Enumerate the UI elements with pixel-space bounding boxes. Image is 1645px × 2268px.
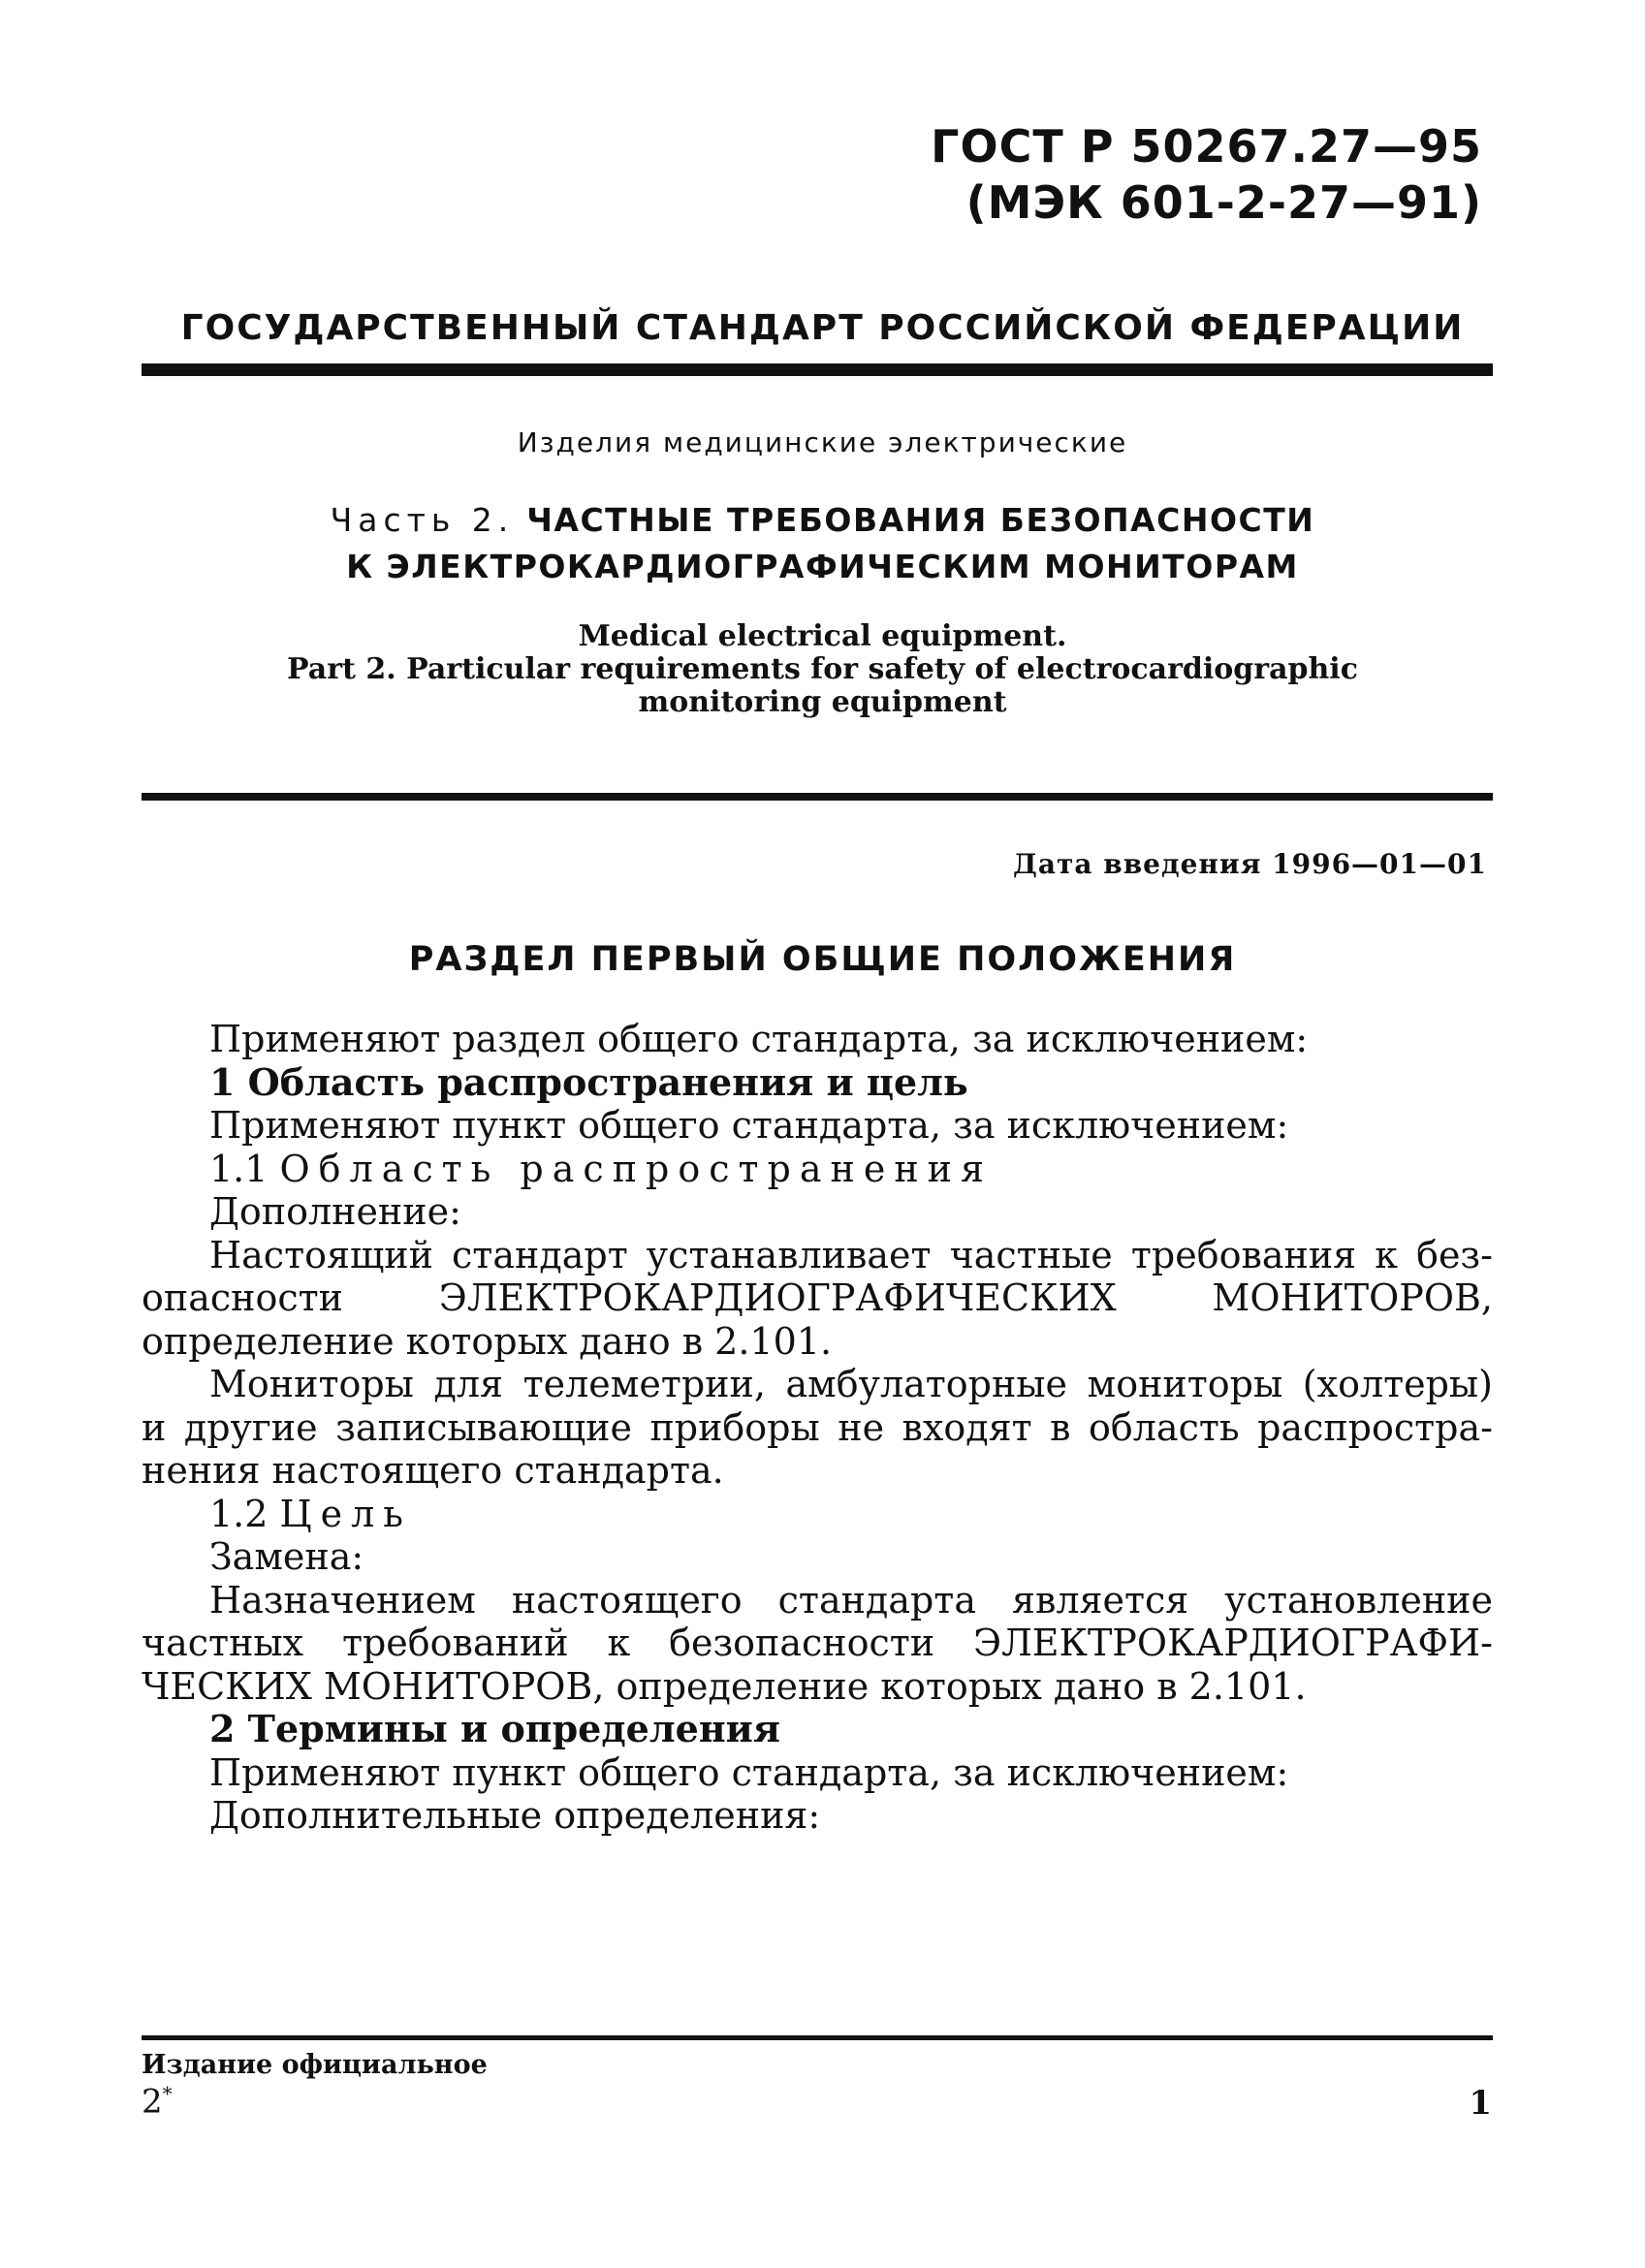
body-line: Настоящий стандарт устанавливает частные требования к без- [209, 1233, 1493, 1276]
iec-number: (МЭК 601-2-27—91) [965, 176, 1482, 229]
official-edition-label: Издание официальное [142, 2050, 488, 2080]
english-line-1: Medical electrical equipment. [578, 619, 1067, 653]
english-line-2: Part 2. Particular requirements for safety of electrocardiographic [287, 652, 1358, 686]
body-line: Применяют пункт общего стандарта, за исключением: [209, 1750, 1289, 1794]
footer-rule [142, 2035, 1493, 2040]
title-rule [142, 793, 1493, 801]
part-title-line1 [0, 497, 1645, 544]
clause-2-heading: 2 Термины и определения [209, 1707, 780, 1750]
body-line: опасности ЭЛЕКТРОКАРДИОГРАФИЧЕСКИХ МОНИТОРОВ, [142, 1276, 1493, 1319]
part-heading-2: К ЭЛЕКТРОКАРДИОГРАФИЧЕСКИМ МОНИТОРАМ [346, 548, 1299, 585]
page-number: 1 [1469, 2084, 1492, 2123]
header-rule [142, 363, 1493, 376]
body-line: Назначением настоящего стандарта является установление [209, 1578, 1493, 1622]
body-line: частных требований к безопасности ЭЛЕКТРОКАРДИОГРАФИ- [142, 1622, 1493, 1664]
body-line: Дополнение: [209, 1190, 461, 1233]
part-heading-1: ЧАСТНЫЕ ТРЕБОВАНИЯ БЕЗОПАСНОСТИ [526, 501, 1315, 539]
state-standard-title: ГОСУДАРСТВЕННЫЙ СТАНДАРТ РОССИЙСКОЙ ФЕДЕРАЦИИ [180, 308, 1465, 348]
clause-number: 1.2 [209, 1492, 269, 1535]
body-line: определение которых дано в 2.101. [142, 1319, 833, 1363]
part-title [0, 497, 1645, 590]
body-line: Применяют пункт общего стандарта, за исключением: [209, 1104, 1289, 1147]
section-heading: РАЗДЕЛ ПЕРВЫЙ ОБЩИЕ ПОЛОЖЕНИЯ [408, 940, 1237, 979]
body-line: Мониторы для телеметрии, амбулаторные мониторы (холтеры) [209, 1363, 1493, 1405]
body-line: Дополнительные определения: [209, 1794, 821, 1837]
document-subtitle: Изделия медицинские электрические [517, 426, 1128, 458]
signature-number: 2 [142, 2082, 163, 2122]
clause-number: 1.1 [209, 1147, 269, 1190]
body-line: и другие записывающие приборы не входят в область распростра- [142, 1405, 1493, 1449]
standard-number-block [931, 118, 1482, 231]
clause-title: Цель [279, 1492, 412, 1535]
body-line: Применяют раздел общего стандарта, за исключением: [209, 1018, 1309, 1060]
clause-title: Область распространения [279, 1147, 993, 1190]
signature-mark [142, 2082, 173, 2121]
part-label: Часть 2. [330, 501, 515, 539]
introduction-date: Дата введения 1996—01—01 [1012, 848, 1487, 880]
gost-number: ГОСТ Р 50267.27—95 [931, 120, 1482, 173]
english-line-3: monitoring equipment [638, 685, 1007, 719]
signature-star: * [162, 2082, 173, 2105]
clause-1-2-heading [142, 1493, 1493, 1536]
english-title [0, 620, 1645, 719]
clause-1-heading: 1 Область распространения и цель [209, 1059, 968, 1104]
body-line: ЧЕСКИХ МОНИТОРОВ, определение которых дано в 2.101. [142, 1664, 1307, 1708]
body-line: Замена: [209, 1535, 364, 1578]
clause-1-1-heading [142, 1148, 1493, 1191]
body-text [142, 1018, 1493, 1838]
body-line: нения настоящего стандарта. [142, 1449, 724, 1492]
